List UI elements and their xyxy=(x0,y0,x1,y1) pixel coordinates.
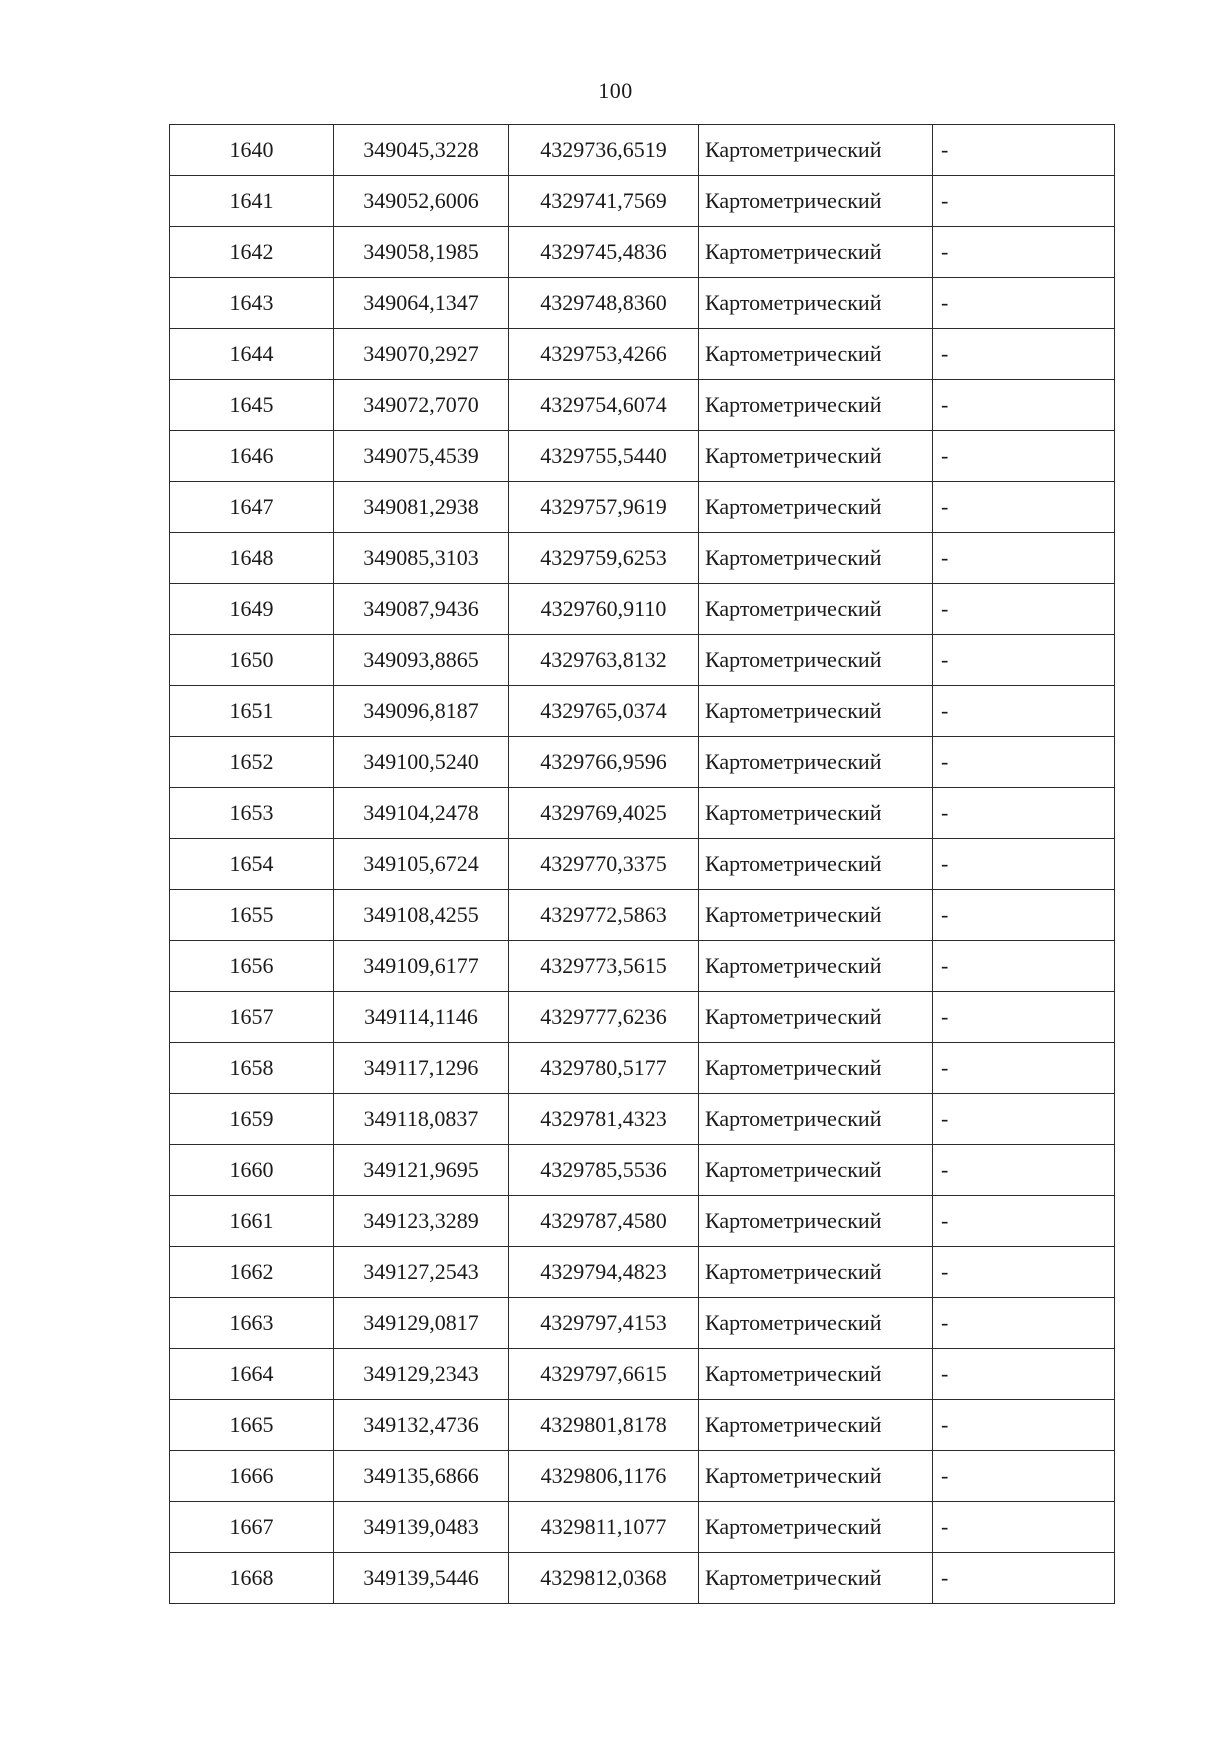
description-cell: - xyxy=(933,788,1115,839)
table-row xyxy=(170,1196,1115,1247)
x-coordinate-cell: 349045,3228 xyxy=(334,125,509,176)
x-coordinate-cell: 349081,2938 xyxy=(334,482,509,533)
method-cell: Картометрический xyxy=(699,1400,933,1451)
y-coordinate-cell: 4329812,0368 xyxy=(509,1553,699,1604)
x-coordinate-cell: 349064,1347 xyxy=(334,278,509,329)
method-cell: Картометрический xyxy=(699,482,933,533)
x-coordinate-cell: 349093,8865 xyxy=(334,635,509,686)
y-coordinate-cell: 4329806,1176 xyxy=(509,1451,699,1502)
description-cell: - xyxy=(933,278,1115,329)
table-row xyxy=(170,1247,1115,1298)
method-cell: Картометрический xyxy=(699,431,933,482)
point-number-cell: 1643 xyxy=(170,278,334,329)
point-number-cell: 1660 xyxy=(170,1145,334,1196)
x-coordinate-cell: 349096,8187 xyxy=(334,686,509,737)
y-coordinate-cell: 4329797,4153 xyxy=(509,1298,699,1349)
description-cell: - xyxy=(933,431,1115,482)
description-cell: - xyxy=(933,482,1115,533)
table-row xyxy=(170,1400,1115,1451)
table-row xyxy=(170,533,1115,584)
point-number-cell: 1650 xyxy=(170,635,334,686)
description-cell: - xyxy=(933,1451,1115,1502)
method-cell: Картометрический xyxy=(699,1349,933,1400)
x-coordinate-cell: 349075,4539 xyxy=(334,431,509,482)
y-coordinate-cell: 4329777,6236 xyxy=(509,992,699,1043)
x-coordinate-cell: 349117,1296 xyxy=(334,1043,509,1094)
description-cell: - xyxy=(933,992,1115,1043)
point-number-cell: 1648 xyxy=(170,533,334,584)
method-cell: Картометрический xyxy=(699,329,933,380)
x-coordinate-cell: 349135,6866 xyxy=(334,1451,509,1502)
method-cell: Картометрический xyxy=(699,1451,933,1502)
point-number-cell: 1654 xyxy=(170,839,334,890)
x-coordinate-cell: 349121,9695 xyxy=(334,1145,509,1196)
method-cell: Картометрический xyxy=(699,941,933,992)
x-coordinate-cell: 349123,3289 xyxy=(334,1196,509,1247)
method-cell: Картометрический xyxy=(699,1247,933,1298)
table-row xyxy=(170,1553,1115,1604)
x-coordinate-cell: 349118,0837 xyxy=(334,1094,509,1145)
y-coordinate-cell: 4329770,3375 xyxy=(509,839,699,890)
method-cell: Картометрический xyxy=(699,890,933,941)
y-coordinate-cell: 4329736,6519 xyxy=(509,125,699,176)
method-cell: Картометрический xyxy=(699,278,933,329)
y-coordinate-cell: 4329773,5615 xyxy=(509,941,699,992)
method-cell: Картометрический xyxy=(699,380,933,431)
point-number-cell: 1659 xyxy=(170,1094,334,1145)
point-number-cell: 1662 xyxy=(170,1247,334,1298)
point-number-cell: 1641 xyxy=(170,176,334,227)
description-cell: - xyxy=(933,227,1115,278)
coordinates-table-body xyxy=(170,125,1115,1604)
y-coordinate-cell: 4329741,7569 xyxy=(509,176,699,227)
point-number-cell: 1664 xyxy=(170,1349,334,1400)
table-row xyxy=(170,1145,1115,1196)
description-cell: - xyxy=(933,176,1115,227)
x-coordinate-cell: 349129,0817 xyxy=(334,1298,509,1349)
method-cell: Картометрический xyxy=(699,1043,933,1094)
table-row xyxy=(170,1451,1115,1502)
y-coordinate-cell: 4329755,5440 xyxy=(509,431,699,482)
description-cell: - xyxy=(933,1145,1115,1196)
table-row xyxy=(170,176,1115,227)
y-coordinate-cell: 4329745,4836 xyxy=(509,227,699,278)
method-cell: Картометрический xyxy=(699,125,933,176)
description-cell: - xyxy=(933,1349,1115,1400)
description-cell: - xyxy=(933,737,1115,788)
x-coordinate-cell: 349108,4255 xyxy=(334,890,509,941)
point-number-cell: 1647 xyxy=(170,482,334,533)
y-coordinate-cell: 4329748,8360 xyxy=(509,278,699,329)
x-coordinate-cell: 349100,5240 xyxy=(334,737,509,788)
description-cell: - xyxy=(933,1400,1115,1451)
table-row xyxy=(170,1043,1115,1094)
y-coordinate-cell: 4329797,6615 xyxy=(509,1349,699,1400)
description-cell: - xyxy=(933,1094,1115,1145)
x-coordinate-cell: 349132,4736 xyxy=(334,1400,509,1451)
description-cell: - xyxy=(933,1502,1115,1553)
method-cell: Картометрический xyxy=(699,1502,933,1553)
description-cell: - xyxy=(933,1553,1115,1604)
y-coordinate-cell: 4329757,9619 xyxy=(509,482,699,533)
method-cell: Картометрический xyxy=(699,686,933,737)
point-number-cell: 1661 xyxy=(170,1196,334,1247)
x-coordinate-cell: 349109,6177 xyxy=(334,941,509,992)
point-number-cell: 1652 xyxy=(170,737,334,788)
table-row xyxy=(170,431,1115,482)
table-row xyxy=(170,635,1115,686)
y-coordinate-cell: 4329811,1077 xyxy=(509,1502,699,1553)
table-row xyxy=(170,890,1115,941)
page-number: 100 xyxy=(598,78,633,103)
point-number-cell: 1657 xyxy=(170,992,334,1043)
y-coordinate-cell: 4329780,5177 xyxy=(509,1043,699,1094)
description-cell: - xyxy=(933,533,1115,584)
point-number-cell: 1656 xyxy=(170,941,334,992)
method-cell: Картометрический xyxy=(699,584,933,635)
point-number-cell: 1640 xyxy=(170,125,334,176)
table-row xyxy=(170,686,1115,737)
point-number-cell: 1644 xyxy=(170,329,334,380)
table-row xyxy=(170,380,1115,431)
y-coordinate-cell: 4329794,4823 xyxy=(509,1247,699,1298)
description-cell: - xyxy=(933,686,1115,737)
description-cell: - xyxy=(933,584,1115,635)
point-number-cell: 1649 xyxy=(170,584,334,635)
description-cell: - xyxy=(933,1298,1115,1349)
x-coordinate-cell: 349085,3103 xyxy=(334,533,509,584)
method-cell: Картометрический xyxy=(699,1094,933,1145)
method-cell: Картометрический xyxy=(699,1145,933,1196)
y-coordinate-cell: 4329801,8178 xyxy=(509,1400,699,1451)
method-cell: Картометрический xyxy=(699,533,933,584)
x-coordinate-cell: 349087,9436 xyxy=(334,584,509,635)
description-cell: - xyxy=(933,380,1115,431)
table-row xyxy=(170,1502,1115,1553)
x-coordinate-cell: 349139,0483 xyxy=(334,1502,509,1553)
description-cell: - xyxy=(933,1043,1115,1094)
point-number-cell: 1663 xyxy=(170,1298,334,1349)
table-row xyxy=(170,941,1115,992)
description-cell: - xyxy=(933,635,1115,686)
description-cell: - xyxy=(933,941,1115,992)
table-row xyxy=(170,788,1115,839)
point-number-cell: 1646 xyxy=(170,431,334,482)
x-coordinate-cell: 349129,2343 xyxy=(334,1349,509,1400)
table-row xyxy=(170,482,1115,533)
description-cell: - xyxy=(933,125,1115,176)
table-row xyxy=(170,737,1115,788)
point-number-cell: 1665 xyxy=(170,1400,334,1451)
x-coordinate-cell: 349114,1146 xyxy=(334,992,509,1043)
x-coordinate-cell: 349072,7070 xyxy=(334,380,509,431)
y-coordinate-cell: 4329787,4580 xyxy=(509,1196,699,1247)
y-coordinate-cell: 4329785,5536 xyxy=(509,1145,699,1196)
table-row xyxy=(170,1298,1115,1349)
x-coordinate-cell: 349105,6724 xyxy=(334,839,509,890)
method-cell: Картометрический xyxy=(699,992,933,1043)
y-coordinate-cell: 4329760,9110 xyxy=(509,584,699,635)
point-number-cell: 1655 xyxy=(170,890,334,941)
table-row xyxy=(170,839,1115,890)
y-coordinate-cell: 4329765,0374 xyxy=(509,686,699,737)
method-cell: Картометрический xyxy=(699,788,933,839)
description-cell: - xyxy=(933,839,1115,890)
x-coordinate-cell: 349104,2478 xyxy=(334,788,509,839)
point-number-cell: 1651 xyxy=(170,686,334,737)
description-cell: - xyxy=(933,329,1115,380)
table-row xyxy=(170,227,1115,278)
description-cell: - xyxy=(933,1247,1115,1298)
y-coordinate-cell: 4329754,6074 xyxy=(509,380,699,431)
y-coordinate-cell: 4329772,5863 xyxy=(509,890,699,941)
coordinates-table xyxy=(169,124,1115,1604)
y-coordinate-cell: 4329781,4323 xyxy=(509,1094,699,1145)
method-cell: Картометрический xyxy=(699,227,933,278)
table-row xyxy=(170,992,1115,1043)
table-row xyxy=(170,278,1115,329)
method-cell: Картометрический xyxy=(699,1298,933,1349)
x-coordinate-cell: 349058,1985 xyxy=(334,227,509,278)
point-number-cell: 1645 xyxy=(170,380,334,431)
table-row xyxy=(170,584,1115,635)
table-row xyxy=(170,1094,1115,1145)
table-row xyxy=(170,125,1115,176)
point-number-cell: 1642 xyxy=(170,227,334,278)
y-coordinate-cell: 4329753,4266 xyxy=(509,329,699,380)
point-number-cell: 1667 xyxy=(170,1502,334,1553)
description-cell: - xyxy=(933,1196,1115,1247)
method-cell: Картометрический xyxy=(699,1553,933,1604)
method-cell: Картометрический xyxy=(699,1196,933,1247)
x-coordinate-cell: 349070,2927 xyxy=(334,329,509,380)
y-coordinate-cell: 4329763,8132 xyxy=(509,635,699,686)
x-coordinate-cell: 349139,5446 xyxy=(334,1553,509,1604)
point-number-cell: 1666 xyxy=(170,1451,334,1502)
method-cell: Картометрический xyxy=(699,839,933,890)
method-cell: Картометрический xyxy=(699,635,933,686)
y-coordinate-cell: 4329759,6253 xyxy=(509,533,699,584)
x-coordinate-cell: 349127,2543 xyxy=(334,1247,509,1298)
y-coordinate-cell: 4329766,9596 xyxy=(509,737,699,788)
point-number-cell: 1668 xyxy=(170,1553,334,1604)
table-row xyxy=(170,329,1115,380)
description-cell: - xyxy=(933,890,1115,941)
x-coordinate-cell: 349052,6006 xyxy=(334,176,509,227)
method-cell: Картометрический xyxy=(699,176,933,227)
method-cell: Картометрический xyxy=(699,737,933,788)
point-number-cell: 1658 xyxy=(170,1043,334,1094)
table-row xyxy=(170,1349,1115,1400)
point-number-cell: 1653 xyxy=(170,788,334,839)
y-coordinate-cell: 4329769,4025 xyxy=(509,788,699,839)
